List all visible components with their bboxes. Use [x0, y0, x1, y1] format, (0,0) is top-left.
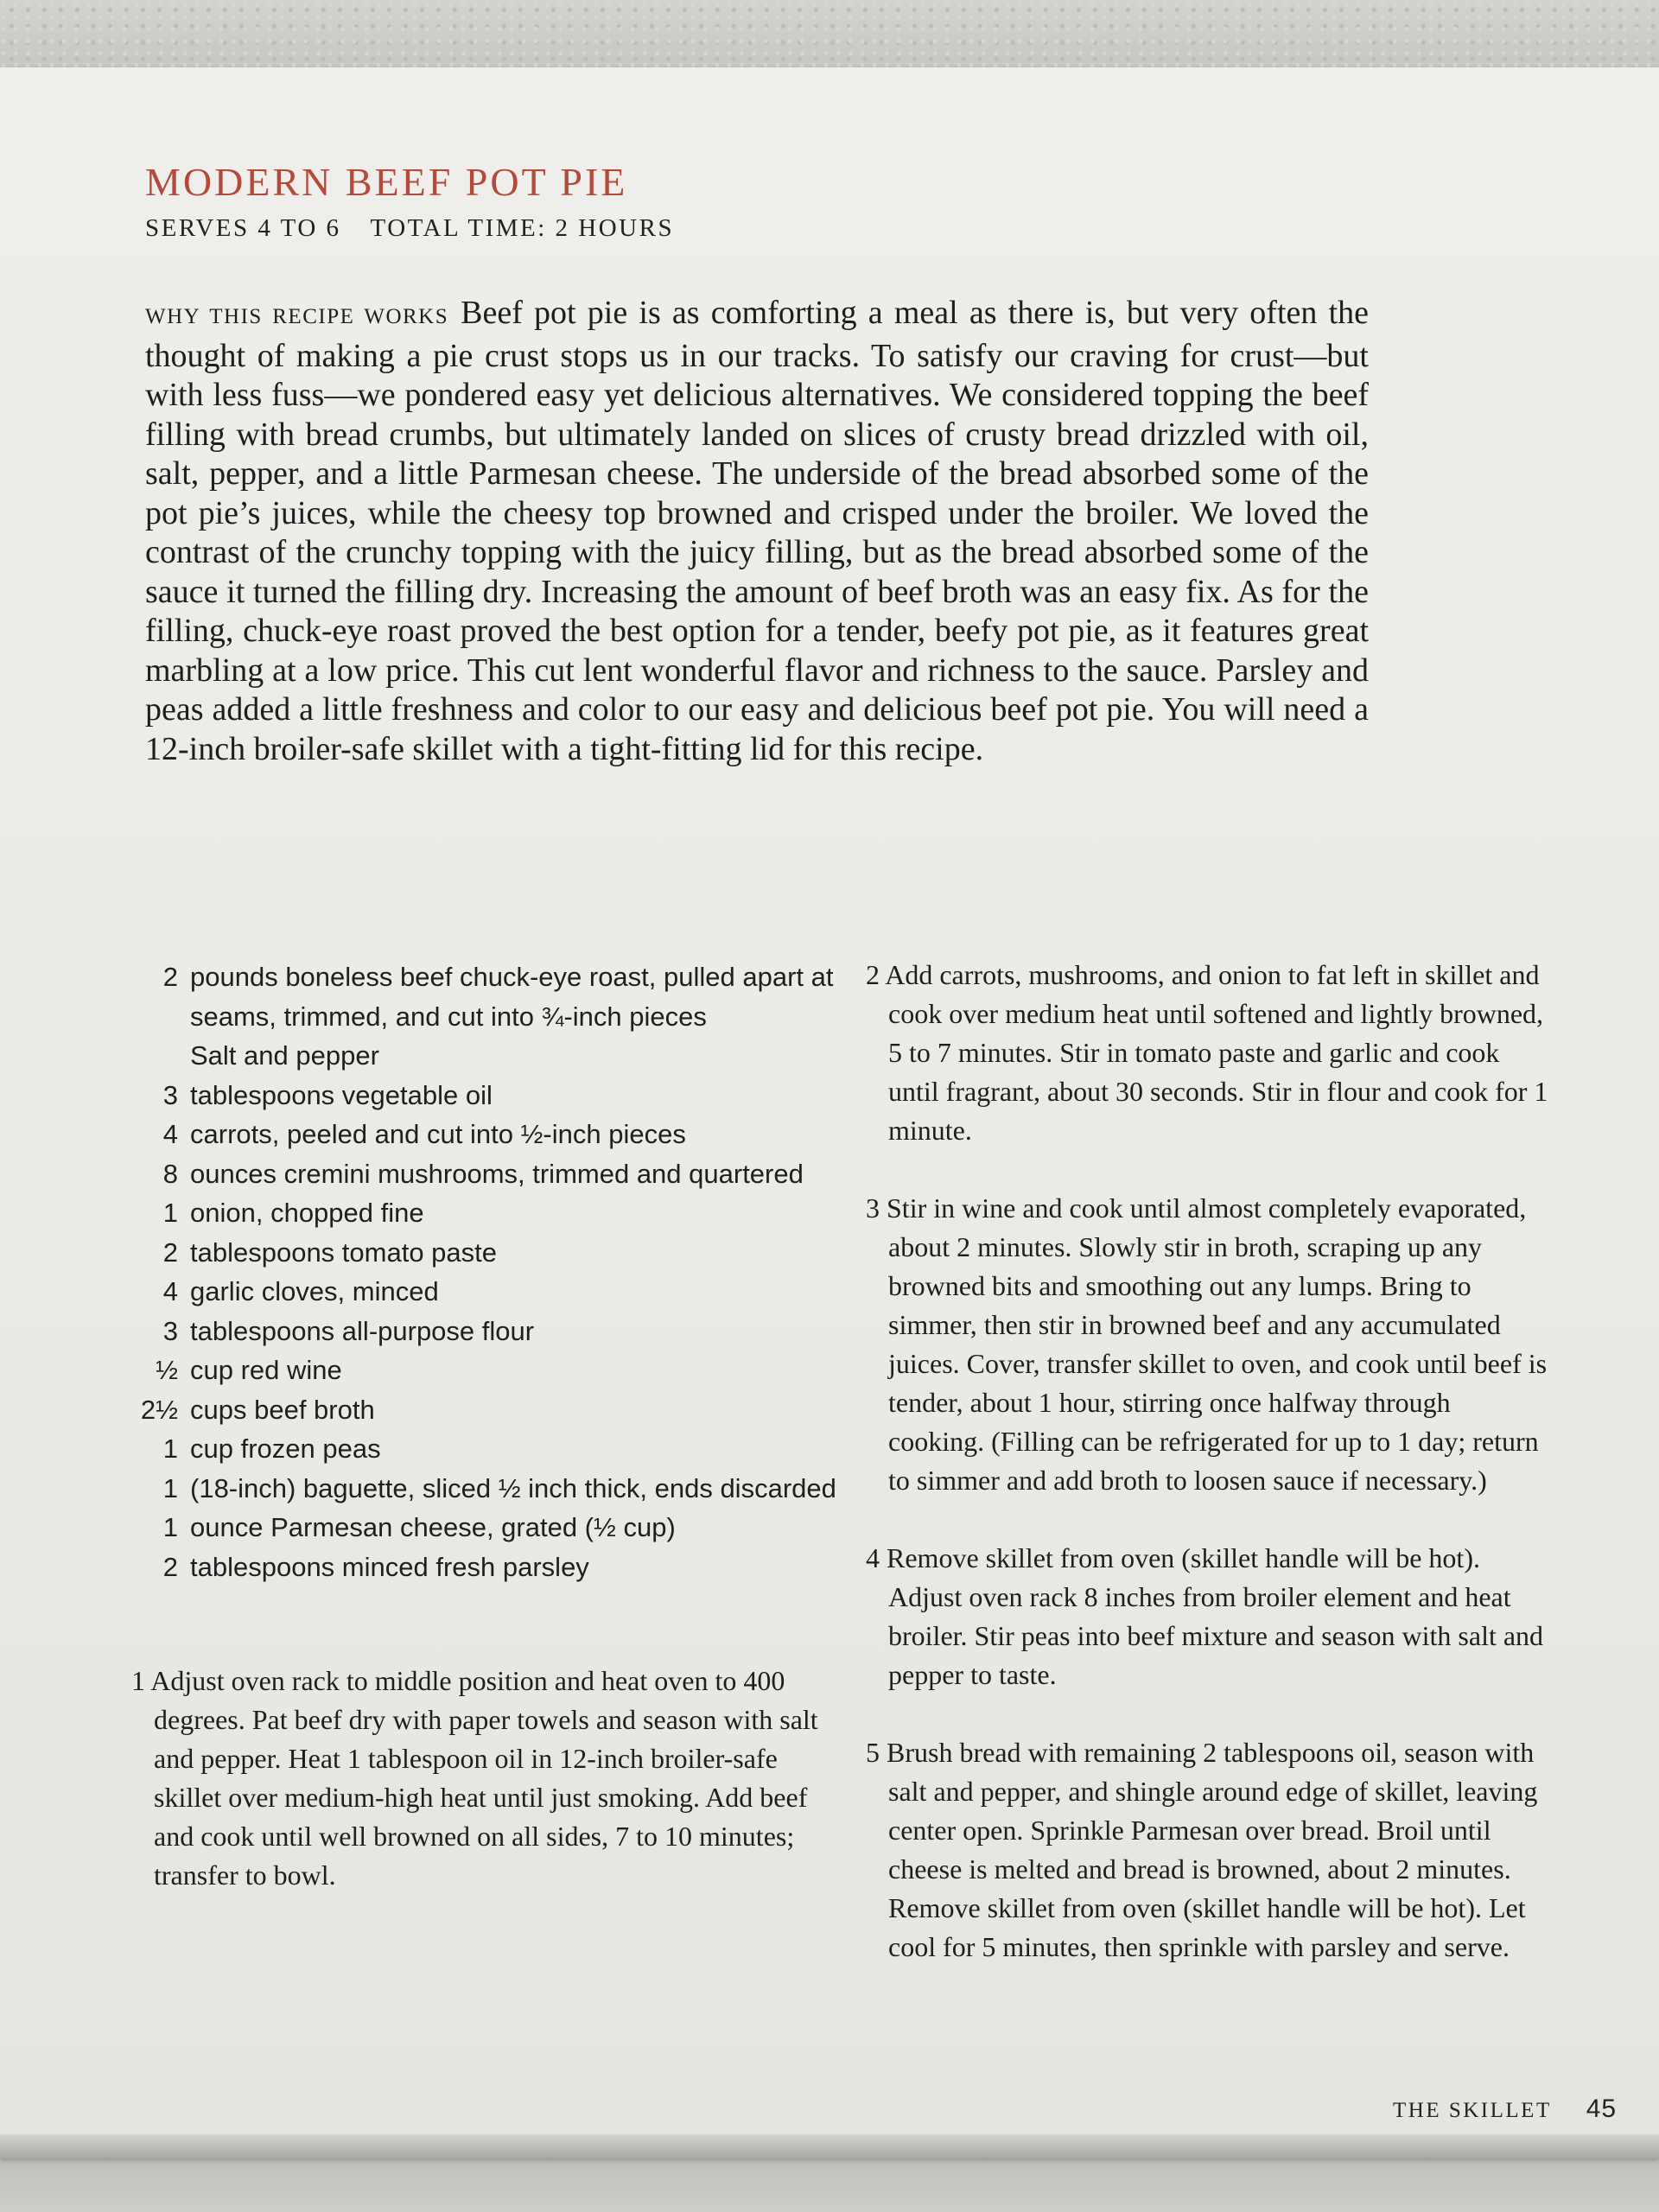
ingredient-desc: cups beef broth — [190, 1394, 375, 1425]
step-5: 5 Brush bread with remaining 2 tablespoons oil, season with salt and pepper, and shingle around edge of skillet, leaving center open. Sprinkle Parmesan over bread. Broil until cheese is melted and bread is browned, about 2 minutes. Remove skillet from oven (skillet handle will be hot). Let cool for 5 minutes, then sprinkle with parsley and serve. — [866, 1737, 1538, 1962]
ingredient-item — [130, 1272, 838, 1312]
book-page — [0, 67, 1659, 2158]
ingredient-qty: 3 — [162, 1315, 178, 1346]
ingredient-qty: 2 — [162, 1236, 178, 1268]
intro-text: Beef pot pie is as comforting a meal as there is, but very often the thought of making a pie crust stops us in our tracks. To satisfy our craving for crust—but with less fuss—we pondered easy yet delicious alternatives. We considered topping the beef filling with bread crumbs, but ultimately landed on slices of crusty bread drizzled with oil, salt, pepper, and a little Parmesan cheese. The underside of the bread absorbed some of the pot pie’s juices, while the cheesy top browned and crisped under the broiler. We loved the contrast of the crunchy topping with the juicy filling, but as the bread absorbed some of the sauce it turned the filling dry. Increasing the amount of beef broth was an easy fix. As for the filling, chuck-eye roast proved the best option for a tender, beefy pot pie, as it features great marbling at a low price. This cut lent wonderful flavor and richness to the sauce. Parsley and peas added a little freshness and color to our easy and delicious beef pot pie. You will need a 12-inch broiler-safe skillet with a tight-fitting lid for this recipe. — [145, 295, 1369, 767]
ingredient-item — [130, 1508, 838, 1548]
ingredient-desc: tablespoons all-purpose flour — [190, 1315, 535, 1346]
section-name: THE SKILLET — [1393, 2099, 1552, 2122]
page-number: 45 — [1586, 2094, 1618, 2123]
step-4: 4 Remove skillet from oven (skillet handle will be hot). Adjust oven rack 8 inches from broiler element and heat broiler. Stir peas into beef mixture and season with salt and pepper to taste. — [866, 1542, 1544, 1690]
serves-label: SERVES 4 TO 6 — [145, 214, 341, 242]
recipe-title: MODERN BEEF POT PIE — [145, 160, 628, 204]
step-2: 2 Add carrots, mushrooms, and onion to fat left in skillet and cook over medium heat until softened and lightly browned, 5 to 7 minutes. Stir in tomato paste and garlic and cook until fragrant, about 30 seconds. Stir in flour and cook for 1 minute. — [866, 959, 1548, 1146]
total-time-label: TOTAL TIME: 2 HOURS — [370, 214, 675, 242]
ingredient-item — [130, 1548, 838, 1587]
ingredient-desc: pounds boneless beef chuck-eye roast, pulled apart at seams, trimmed, and cut into ¾-inch pieces — [190, 962, 834, 1032]
ingredient-qty: 3 — [162, 1079, 178, 1110]
ingredient-qty: ½ — [156, 1355, 178, 1385]
steps-column-right — [866, 956, 1548, 1967]
recipe-meta — [145, 214, 674, 243]
ingredient-desc: tablespoons tomato paste — [190, 1236, 498, 1268]
steps-column-left — [131, 1662, 823, 1895]
ingredient-desc: ounces cremini mushrooms, trimmed and quartered — [190, 1158, 804, 1189]
ingredient-item — [130, 1154, 838, 1194]
ingredient-qty: 1 — [162, 1472, 178, 1503]
ingredient-qty: 4 — [162, 1276, 178, 1306]
ingredient-item — [130, 1233, 838, 1273]
ingredient-item — [130, 1115, 838, 1154]
ingredient-item — [130, 1312, 838, 1351]
ingredient-desc: garlic cloves, minced — [190, 1276, 439, 1306]
ingredient-desc: Salt and pepper — [190, 1040, 379, 1071]
ingredient-qty: 1 — [162, 1512, 178, 1542]
ingredient-desc: carrots, peeled and cut into ½-inch pieces — [190, 1119, 686, 1149]
ingredient-item — [130, 1076, 838, 1116]
ingredient-qty: 1 — [162, 1433, 178, 1464]
countertop-background-bottom — [0, 2156, 1659, 2212]
ingredient-qty: 2 — [162, 962, 178, 992]
ingredient-item — [130, 1036, 838, 1076]
ingredient-qty: 1 — [162, 1198, 178, 1228]
ingredient-qty: 2 — [162, 1551, 178, 1582]
ingredient-item — [130, 1469, 838, 1509]
ingredient-item — [130, 1193, 838, 1233]
ingredient-desc: cup frozen peas — [190, 1433, 381, 1464]
step-3: 3 Stir in wine and cook until almost completely evaporated, about 2 minutes. Slowly stir in broth, scraping up any browned bits and smoothing out any lumps. Bring to simmer, then stir in browned beef and any accumulated juices. Cover, transfer skillet to oven, and cook until beef is tender, about 1 hour, stirring once halfway through cooking. (Filling can be refrigerated for up to 1 day; return to simmer and add broth to loosen sauce if necessary.) — [866, 1192, 1548, 1496]
intro-lead: WHY THIS RECIPE WORKS — [145, 305, 449, 328]
ingredient-item — [130, 1351, 838, 1390]
ingredient-desc: cup red wine — [190, 1355, 342, 1385]
ingredient-item — [130, 1390, 838, 1430]
step-1: 1 Adjust oven rack to middle position and heat oven to 400 degrees. Pat beef dry with paper towels and season with salt and pepper. Heat 1 tablespoon oil in 12-inch broiler-safe skillet over medium-high heat until just smoking. Add beef and cook until well browned on all sides, 7 to 10 minutes; transfer to bowl. — [131, 1665, 818, 1891]
ingredient-qty: 2½ — [140, 1394, 178, 1425]
ingredient-qty: 8 — [162, 1158, 178, 1189]
page-footer — [1393, 2094, 1617, 2124]
ingredient-qty — [130, 1036, 190, 1076]
ingredient-desc: onion, chopped fine — [190, 1198, 424, 1228]
ingredient-qty: 4 — [162, 1119, 178, 1149]
ingredient-item — [130, 957, 838, 1036]
ingredient-desc: tablespoons vegetable oil — [190, 1079, 493, 1110]
ingredient-desc: ounce Parmesan cheese, grated (½ cup) — [190, 1512, 676, 1542]
recipe-intro — [145, 294, 1369, 769]
ingredient-item — [130, 1429, 838, 1469]
ingredient-desc: tablespoons minced fresh parsley — [190, 1551, 589, 1582]
ingredient-desc: (18-inch) baguette, sliced ½ inch thick, ends discarded — [190, 1472, 836, 1503]
ingredient-list — [130, 957, 838, 1586]
page-edge-shadow — [0, 2134, 1659, 2158]
